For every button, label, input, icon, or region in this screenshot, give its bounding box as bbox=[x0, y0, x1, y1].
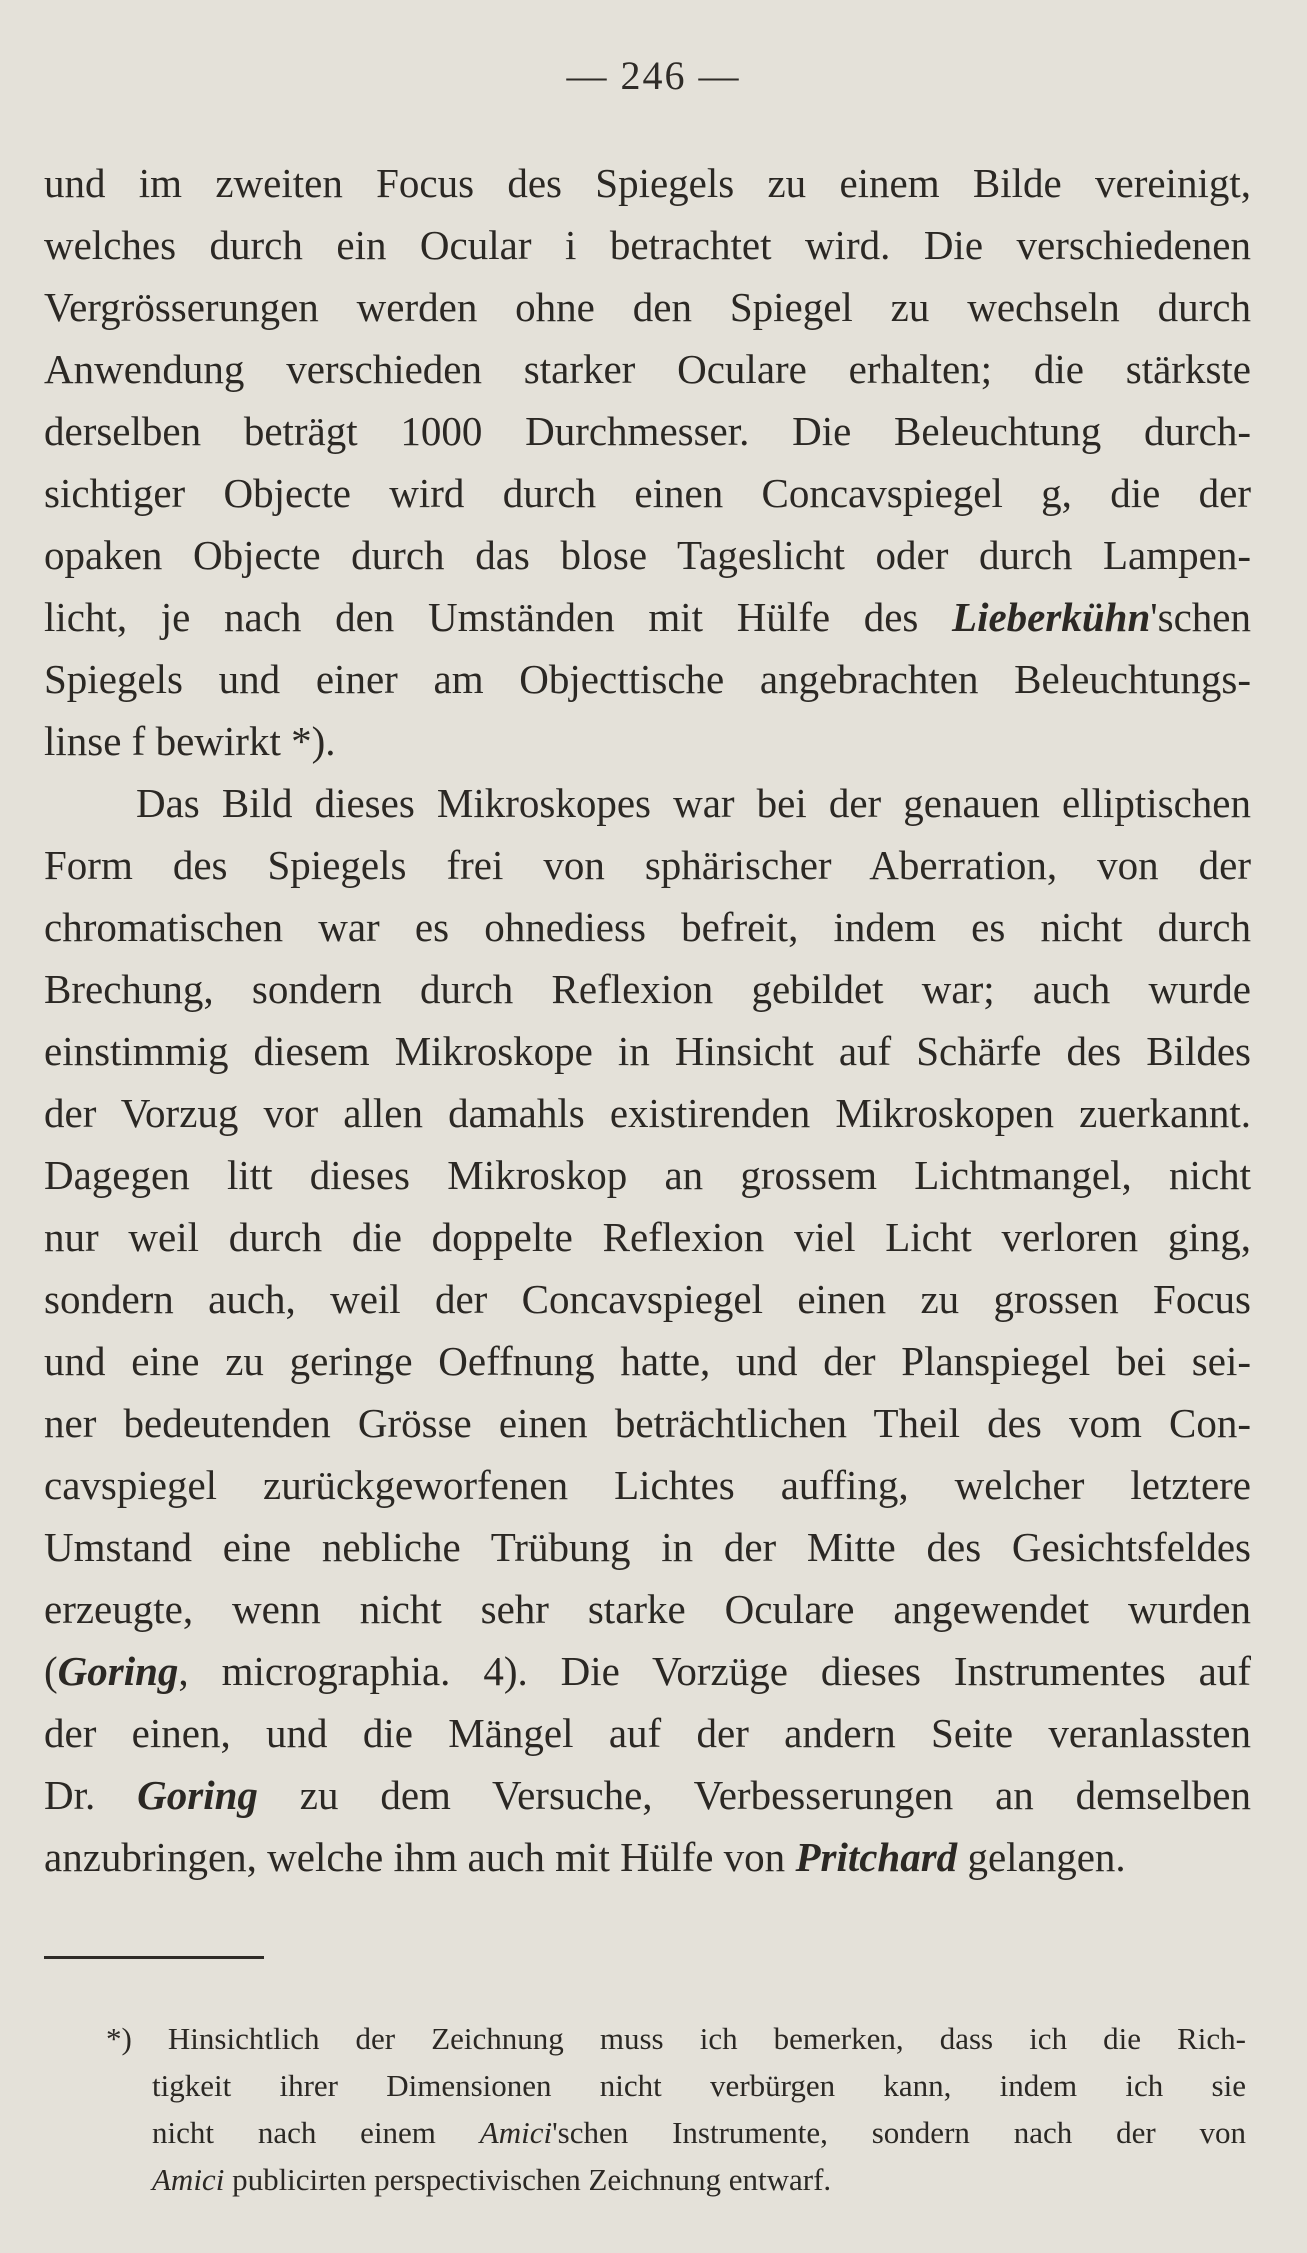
text-segment: , micrographia. 4). Die Vorzüge dieses Instrumentes auf bbox=[178, 1648, 1251, 1694]
name-amici: Amici bbox=[479, 2115, 553, 2150]
text-line: derselben beträgt 1000 Durchmesser. Die Beleuchtung durch- bbox=[44, 408, 1251, 454]
text-line: welches durch ein Ocular i betrachtet wird. Die verschiedenen bbox=[44, 222, 1251, 268]
text-line: Spiegels und einer am Objecttische angebrachten Beleuchtungs- bbox=[44, 656, 1251, 702]
text-line: Vergrösserungen werden ohne den Spiegel zu wechseln durch bbox=[44, 284, 1251, 330]
text-line bbox=[44, 1826, 1251, 1888]
text-line: erzeugte, wenn nicht sehr starke Oculare angewendet wurden bbox=[44, 1586, 1251, 1632]
text-segment: licht, je nach den Umständen mit Hülfe des bbox=[44, 594, 919, 640]
footnote-line: *) Hinsichtlich der Zeichnung muss ich bemerken, dass ich die Rich- bbox=[106, 2021, 1246, 2056]
text-line: chromatischen war es ohnediess befreit, indem es nicht durch bbox=[44, 904, 1251, 950]
footnote-line: tigkeit ihrer Dimensionen nicht verbürgen kann, indem ich sie bbox=[152, 2068, 1246, 2103]
text-line: Das Bild dieses Mikroskopes war bei der genauen elliptischen bbox=[136, 780, 1251, 826]
text-segment: zu dem Versuche, Verbesserungen an demselben bbox=[257, 1772, 1251, 1818]
text-segment: publicirten perspectivischen Zeichnung entwarf. bbox=[224, 2162, 832, 2197]
name-goring: Goring bbox=[137, 1772, 258, 1818]
text-line: Umstand eine nebliche Trübung in der Mitte des Gesichtsfeldes bbox=[44, 1524, 1251, 1570]
footnote-line bbox=[106, 2156, 1246, 2203]
text-line: cavspiegel zurückgeworfenen Lichtes auffing, welcher letztere bbox=[44, 1462, 1251, 1508]
text-segment: nicht nach einem bbox=[152, 2115, 480, 2150]
text-line: der einen, und die Mängel auf der andern Seite veranlassten bbox=[44, 1710, 1251, 1756]
footnote-line bbox=[106, 2109, 1246, 2156]
text-line: einstimmig diesem Mikroskope in Hinsicht auf Schärfe des Bildes bbox=[44, 1028, 1251, 1074]
text-line bbox=[44, 586, 1251, 648]
text-line: Anwendung verschieden starker Oculare erhalten; die stärkste bbox=[44, 346, 1251, 392]
text-segment: gelangen. bbox=[957, 1834, 1126, 1880]
text-segment: 'schen bbox=[1150, 594, 1251, 640]
text-segment: ( bbox=[44, 1648, 58, 1694]
text-segment: 'schen Instrumente, sondern nach der von bbox=[552, 2115, 1246, 2150]
name-lieberkuehn: Lieberkühn bbox=[952, 594, 1151, 640]
page-number: — 246 — bbox=[566, 53, 741, 98]
text-segment: anzubringen, welche ihm auch mit Hülfe von bbox=[44, 1834, 796, 1880]
name-amici: Amici bbox=[152, 2162, 225, 2197]
text-line: Form des Spiegels frei von sphärischer Aberration, von der bbox=[44, 842, 1251, 888]
footnote bbox=[106, 2015, 1246, 2203]
text-line: opaken Objecte durch das blose Tageslicht oder durch Lampen- bbox=[44, 532, 1251, 578]
text-line: sichtiger Objecte wird durch einen Concavspiegel g, die der bbox=[44, 470, 1251, 516]
text-line: sondern auch, weil der Concavspiegel einen zu grossen Focus bbox=[44, 1276, 1251, 1322]
name-pritchard: Pritchard bbox=[795, 1834, 958, 1880]
main-text bbox=[44, 152, 1251, 1888]
footnote-divider bbox=[44, 1956, 264, 1959]
text-line: nur weil durch die doppelte Reflexion viel Licht verloren ging, bbox=[44, 1214, 1251, 1260]
text-line: und eine zu geringe Oeffnung hatte, und der Planspiegel bei sei- bbox=[44, 1338, 1251, 1384]
text-line bbox=[44, 1640, 1251, 1702]
text-line: ner bedeutenden Grösse einen beträchtlichen Theil des vom Con- bbox=[44, 1400, 1251, 1446]
text-line: Brechung, sondern durch Reflexion gebildet war; auch wurde bbox=[44, 966, 1251, 1012]
text-segment: Dr. bbox=[44, 1772, 138, 1818]
text-line: linse f bewirkt *). bbox=[44, 718, 336, 764]
name-goring: Goring bbox=[57, 1648, 179, 1694]
text-line: der Vorzug vor allen damahls existirenden Mikroskopen zuerkannt. bbox=[44, 1090, 1251, 1136]
text-line: und im zweiten Focus des Spiegels zu einem Bilde vereinigt, bbox=[44, 160, 1251, 206]
text-line bbox=[44, 1764, 1251, 1826]
text-line: Dagegen litt dieses Mikroskop an grossem Lichtmangel, nicht bbox=[44, 1152, 1251, 1198]
